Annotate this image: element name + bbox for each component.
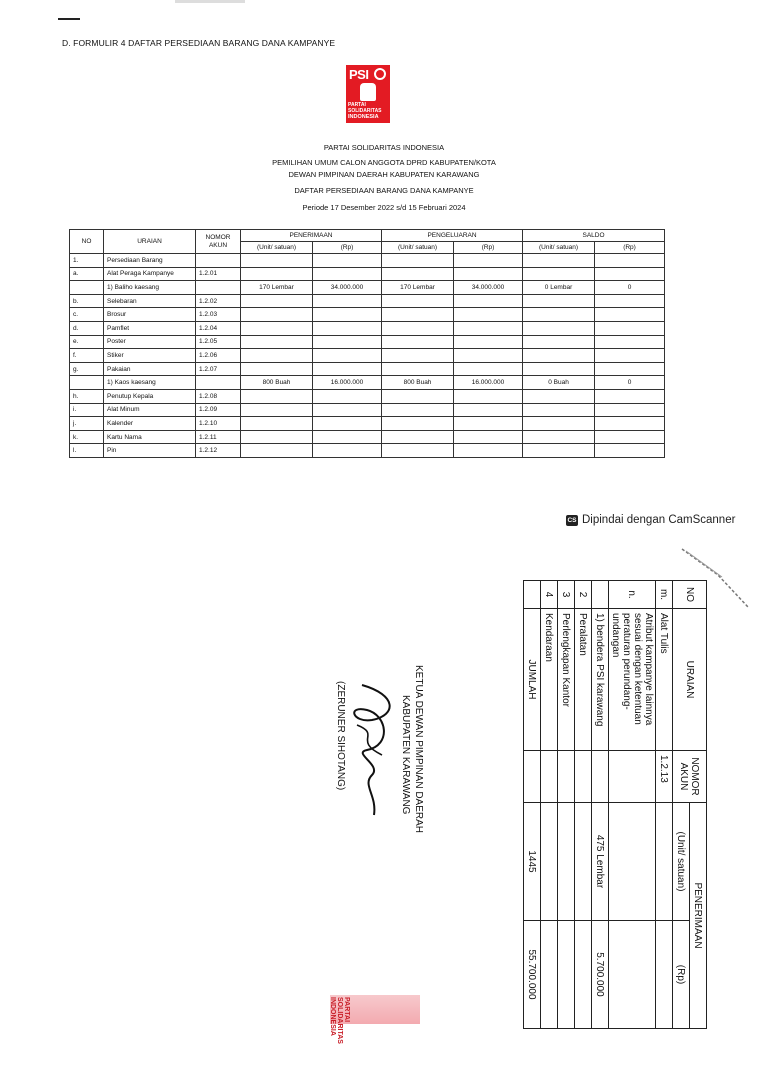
- period: Periode 17 Desember 2022 s/d 15 Februari 2024: [302, 203, 466, 212]
- row-pengeluaran-rp: 16.000.000: [454, 376, 523, 390]
- table-header: [70, 230, 665, 254]
- row-rp: [541, 921, 558, 1029]
- row-penerimaan-rp: [313, 389, 382, 403]
- row-pengeluaran-rp: [454, 294, 523, 308]
- row-no: b.: [70, 294, 104, 308]
- table-row: [541, 581, 558, 1029]
- row-penerimaan-unit: [241, 335, 313, 349]
- row-saldo-rp: [595, 335, 665, 349]
- row-no: k.: [70, 430, 104, 444]
- bottom-logo-text: PARTAI SOLIDARITAS INDONESIA: [329, 997, 350, 1044]
- logo-line-3: INDONESIA: [348, 114, 379, 120]
- row-uraian: 1) Baliho kaesang: [104, 281, 196, 295]
- row-no: 3: [558, 581, 575, 609]
- header-nomor-akun: NOMOR AKUN: [673, 751, 707, 803]
- header-unit: (Unit/ satuan): [382, 242, 454, 254]
- row-saldo-unit: [523, 294, 595, 308]
- row-unit: [575, 803, 592, 921]
- row-pengeluaran-rp: [454, 389, 523, 403]
- header-no: NO: [673, 581, 707, 609]
- row-penerimaan-unit: [241, 403, 313, 417]
- row-uraian: Pin: [104, 444, 196, 458]
- psi-logo: [346, 65, 390, 123]
- row-saldo-rp: [595, 254, 665, 268]
- header-nomor-akun: NOMOR AKUN: [196, 230, 241, 254]
- row-penerimaan-rp: [313, 444, 382, 458]
- row-penerimaan-unit: [241, 349, 313, 363]
- row-pengeluaran-unit: [382, 430, 454, 444]
- row-uraian: Peralatan: [575, 609, 592, 751]
- rotated-inventory-table: [523, 580, 707, 1029]
- row-rp: [558, 921, 575, 1029]
- table-row: [592, 581, 609, 1029]
- table-row: [70, 294, 665, 308]
- row-uraian: Stiker: [104, 349, 196, 363]
- row-saldo-rp: [595, 444, 665, 458]
- row-pengeluaran-rp: [454, 403, 523, 417]
- row-akun: 1.2.10: [196, 417, 241, 431]
- row-uraian: Brosur: [104, 308, 196, 322]
- row-pengeluaran-rp: [454, 349, 523, 363]
- row-penerimaan-unit: [241, 254, 313, 268]
- row-akun: [541, 751, 558, 803]
- table-row: [70, 267, 665, 281]
- row-akun: 1.2.01: [196, 267, 241, 281]
- election-line-2: DEWAN PIMPINAN DAERAH KABUPATEN KARAWANG: [288, 170, 480, 179]
- document-title: DAFTAR PERSEDIAAN BARANG DANA KAMPANYE: [294, 186, 474, 195]
- row-rp: [656, 921, 673, 1029]
- total-rp: 55.700.000: [524, 921, 541, 1029]
- row-penerimaan-unit: 800 Buah: [241, 376, 313, 390]
- watermark-text: Dipindai dengan CamScanner: [582, 514, 736, 526]
- row-no: f.: [70, 349, 104, 363]
- row-akun: [592, 751, 609, 803]
- table-row: [70, 403, 665, 417]
- row-penerimaan-unit: [241, 267, 313, 281]
- row-pengeluaran-rp: [454, 362, 523, 376]
- row-saldo-rp: [595, 362, 665, 376]
- page-corner-mark: [58, 18, 80, 20]
- header-saldo: SALDO: [523, 230, 665, 242]
- header-unit: (Unit/ satuan): [523, 242, 595, 254]
- table-row: [70, 430, 665, 444]
- row-akun: 1.2.06: [196, 349, 241, 363]
- row-pengeluaran-unit: [382, 389, 454, 403]
- row-no: [70, 281, 104, 295]
- total-akun-cell: [524, 751, 541, 803]
- row-rp: 5.700.000: [592, 921, 609, 1029]
- logo-acronym: PSI: [349, 67, 369, 82]
- row-penerimaan-unit: [241, 417, 313, 431]
- row-saldo-unit: [523, 321, 595, 335]
- row-unit: [558, 803, 575, 921]
- header-unit: (Unit/ satuan): [241, 242, 313, 254]
- row-akun: 1.2.11: [196, 430, 241, 444]
- row-saldo-unit: [523, 308, 595, 322]
- row-unit: [656, 803, 673, 921]
- header-rp: (Rp): [673, 921, 690, 1029]
- row-saldo-unit: [523, 430, 595, 444]
- row-akun: [609, 751, 656, 803]
- header-unit: (Unit/ satuan): [673, 803, 690, 921]
- row-penerimaan-rp: [313, 403, 382, 417]
- row-pengeluaran-unit: [382, 321, 454, 335]
- row-akun: [196, 376, 241, 390]
- row-penerimaan-rp: [313, 321, 382, 335]
- row-no: m.: [656, 581, 673, 609]
- inventory-table: [69, 229, 665, 458]
- bottom-psi-logo: [329, 995, 420, 1044]
- row-akun: [196, 254, 241, 268]
- row-akun: 1.2.04: [196, 321, 241, 335]
- row-pengeluaran-rp: [454, 321, 523, 335]
- row-pengeluaran-unit: [382, 294, 454, 308]
- row-pengeluaran-rp: [454, 254, 523, 268]
- total-unit: 1445: [524, 803, 541, 921]
- row-penerimaan-rp: [313, 294, 382, 308]
- row-akun: 1.2.05: [196, 335, 241, 349]
- handwritten-signature: [342, 675, 402, 825]
- table-row: [656, 581, 673, 1029]
- row-no: e.: [70, 335, 104, 349]
- row-pengeluaran-unit: [382, 403, 454, 417]
- total-no-cell: [524, 581, 541, 609]
- row-penerimaan-unit: [241, 308, 313, 322]
- row-akun: [575, 751, 592, 803]
- header-uraian: URAIAN: [104, 230, 196, 254]
- row-saldo-rp: [595, 294, 665, 308]
- header-uraian: URAIAN: [673, 609, 707, 751]
- row-penerimaan-rp: [313, 349, 382, 363]
- row-penerimaan-unit: [241, 430, 313, 444]
- row-pengeluaran-rp: [454, 308, 523, 322]
- row-no: h.: [70, 389, 104, 403]
- row-rp: [575, 921, 592, 1029]
- logo-line-2: SOLIDARITAS: [348, 108, 382, 114]
- row-uraian: Alat Minum: [104, 403, 196, 417]
- row-uraian: Alat Tulis: [656, 609, 673, 751]
- row-uraian: Persediaan Barang: [104, 254, 196, 268]
- row-akun: 1.2.13: [656, 751, 673, 803]
- row-saldo-unit: [523, 403, 595, 417]
- row-uraian: 1) Kaos kaesang: [104, 376, 196, 390]
- row-saldo-rp: [595, 403, 665, 417]
- row-saldo-unit: 0 Buah: [523, 376, 595, 390]
- row-uraian: 1) bendera PSI karawang: [592, 609, 609, 751]
- rose-icon: [374, 68, 386, 80]
- row-no: [70, 376, 104, 390]
- row-no: g.: [70, 362, 104, 376]
- row-pengeluaran-unit: [382, 308, 454, 322]
- row-penerimaan-unit: [241, 294, 313, 308]
- row-penerimaan-rp: 34.000.000: [313, 281, 382, 295]
- row-penerimaan-rp: [313, 254, 382, 268]
- row-saldo-unit: [523, 362, 595, 376]
- row-unit: [609, 803, 656, 921]
- row-penerimaan-rp: [313, 430, 382, 444]
- row-akun: 1.2.02: [196, 294, 241, 308]
- row-penerimaan-rp: [313, 267, 382, 281]
- row-pengeluaran-unit: [382, 335, 454, 349]
- header-penerimaan: PENERIMAAN: [241, 230, 382, 242]
- row-pengeluaran-rp: [454, 444, 523, 458]
- header-rp: (Rp): [454, 242, 523, 254]
- row-saldo-unit: [523, 335, 595, 349]
- row-no: [592, 581, 609, 609]
- header-penerimaan: PENERIMAAN: [690, 803, 707, 1029]
- row-uraian: Pamflet: [104, 321, 196, 335]
- row-uraian: Perlengkapan Kantor: [558, 609, 575, 751]
- row-pengeluaran-rp: [454, 417, 523, 431]
- camscanner-icon: CS: [567, 517, 577, 524]
- row-no: d.: [70, 321, 104, 335]
- table-row: [70, 254, 665, 268]
- header-no: NO: [70, 230, 104, 254]
- row-no: 2: [575, 581, 592, 609]
- row-saldo-rp: [595, 267, 665, 281]
- table-row: [70, 335, 665, 349]
- election-line-1: PEMILIHAN UMUM CALON ANGGOTA DPRD KABUPATEN/KOTA: [272, 158, 496, 167]
- row-uraian: Atribut kampanye lainnya sesuai dengan ketentuan peraturan perundang-undangan: [609, 609, 656, 751]
- row-unit: 475 Lembar: [592, 803, 609, 921]
- header-rp: (Rp): [313, 242, 382, 254]
- table-row: [70, 281, 665, 295]
- party-name: PARTAI SOLIDARITAS INDONESIA: [323, 143, 445, 152]
- row-uraian: Selebaran: [104, 294, 196, 308]
- row-penerimaan-rp: 16.000.000: [313, 376, 382, 390]
- row-rp: [609, 921, 656, 1029]
- row-penerimaan-rp: [313, 308, 382, 322]
- page-edge-scrap: [175, 0, 245, 3]
- row-no: c.: [70, 308, 104, 322]
- table-row: [609, 581, 656, 1029]
- row-saldo-rp: [595, 349, 665, 363]
- row-uraian: Poster: [104, 335, 196, 349]
- row-pengeluaran-unit: [382, 349, 454, 363]
- row-saldo-rp: 0: [595, 376, 665, 390]
- row-penerimaan-unit: [241, 444, 313, 458]
- row-saldo-unit: [523, 444, 595, 458]
- row-saldo-rp: [595, 321, 665, 335]
- signer-title-1: KETUA DEWAN PIMPINAN DAERAH: [413, 665, 424, 833]
- table-row: [70, 444, 665, 458]
- row-saldo-rp: [595, 417, 665, 431]
- table-row: [70, 308, 665, 322]
- form-heading: D. FORMULIR 4 DAFTAR PERSEDIAAN BARANG DANA KAMPANYE: [62, 38, 336, 48]
- row-penerimaan-unit: 170 Lembar: [241, 281, 313, 295]
- header-rp: (Rp): [595, 242, 665, 254]
- row-pengeluaran-rp: 34.000.000: [454, 281, 523, 295]
- table-row: [70, 349, 665, 363]
- rotated-table-body: [541, 581, 673, 1029]
- signature-block: [254, 665, 424, 865]
- signer-name: (ZERUNER SIHOTANG): [335, 681, 346, 791]
- table-row: [575, 581, 592, 1029]
- row-no: a.: [70, 267, 104, 281]
- row-akun: 1.2.07: [196, 362, 241, 376]
- row-uraian: Kartu Nama: [104, 430, 196, 444]
- row-uraian: Penutup Kepala: [104, 389, 196, 403]
- row-saldo-rp: 0: [595, 281, 665, 295]
- row-akun: 1.2.08: [196, 389, 241, 403]
- row-saldo-unit: [523, 267, 595, 281]
- row-pengeluaran-unit: [382, 444, 454, 458]
- row-uraian: Kalender: [104, 417, 196, 431]
- table-row: [558, 581, 575, 1029]
- row-pengeluaran-unit: 800 Buah: [382, 376, 454, 390]
- total-label: JUMLAH: [524, 609, 541, 751]
- row-pengeluaran-unit: [382, 362, 454, 376]
- row-pengeluaran-unit: [382, 254, 454, 268]
- row-uraian: Pakaian: [104, 362, 196, 376]
- row-akun: 1.2.09: [196, 403, 241, 417]
- row-akun: 1.2.03: [196, 308, 241, 322]
- table-row: [70, 321, 665, 335]
- row-penerimaan-unit: [241, 362, 313, 376]
- row-no: l.: [70, 444, 104, 458]
- camscanner-watermark: [566, 514, 735, 526]
- row-no: j.: [70, 417, 104, 431]
- table-body: [70, 254, 665, 458]
- row-no: i.: [70, 403, 104, 417]
- row-saldo-unit: [523, 389, 595, 403]
- row-uraian: Kendaraan: [541, 609, 558, 751]
- row-saldo-unit: [523, 349, 595, 363]
- rotated-page-section: [462, 580, 707, 1028]
- row-pengeluaran-unit: [382, 267, 454, 281]
- logo-line-1: PARTAI: [348, 102, 366, 108]
- row-saldo-rp: [595, 308, 665, 322]
- row-penerimaan-unit: [241, 321, 313, 335]
- row-pengeluaran-rp: [454, 335, 523, 349]
- row-no: n.: [609, 581, 656, 609]
- row-saldo-unit: 0 Lembar: [523, 281, 595, 295]
- row-uraian: Alat Peraga Kampanye: [104, 267, 196, 281]
- signer-title-2: KABUPATEN KARAWANG: [400, 695, 411, 815]
- row-akun: [196, 281, 241, 295]
- row-saldo-rp: [595, 430, 665, 444]
- row-penerimaan-rp: [313, 335, 382, 349]
- row-no: 4: [541, 581, 558, 609]
- row-akun: [558, 751, 575, 803]
- row-saldo-rp: [595, 389, 665, 403]
- row-pengeluaran-unit: [382, 417, 454, 431]
- row-saldo-unit: [523, 254, 595, 268]
- row-penerimaan-unit: [241, 389, 313, 403]
- table-row: [70, 376, 665, 390]
- row-penerimaan-rp: [313, 362, 382, 376]
- row-akun: 1.2.12: [196, 444, 241, 458]
- header-pengeluaran: PENGELUARAN: [382, 230, 523, 242]
- row-unit: [541, 803, 558, 921]
- hand-icon: [360, 83, 376, 101]
- table-row: [70, 417, 665, 431]
- row-pengeluaran-rp: [454, 430, 523, 444]
- row-saldo-unit: [523, 417, 595, 431]
- row-pengeluaran-rp: [454, 267, 523, 281]
- row-no: 1.: [70, 254, 104, 268]
- table-row: [70, 362, 665, 376]
- row-pengeluaran-unit: 170 Lembar: [382, 281, 454, 295]
- row-penerimaan-rp: [313, 417, 382, 431]
- table-row: [70, 389, 665, 403]
